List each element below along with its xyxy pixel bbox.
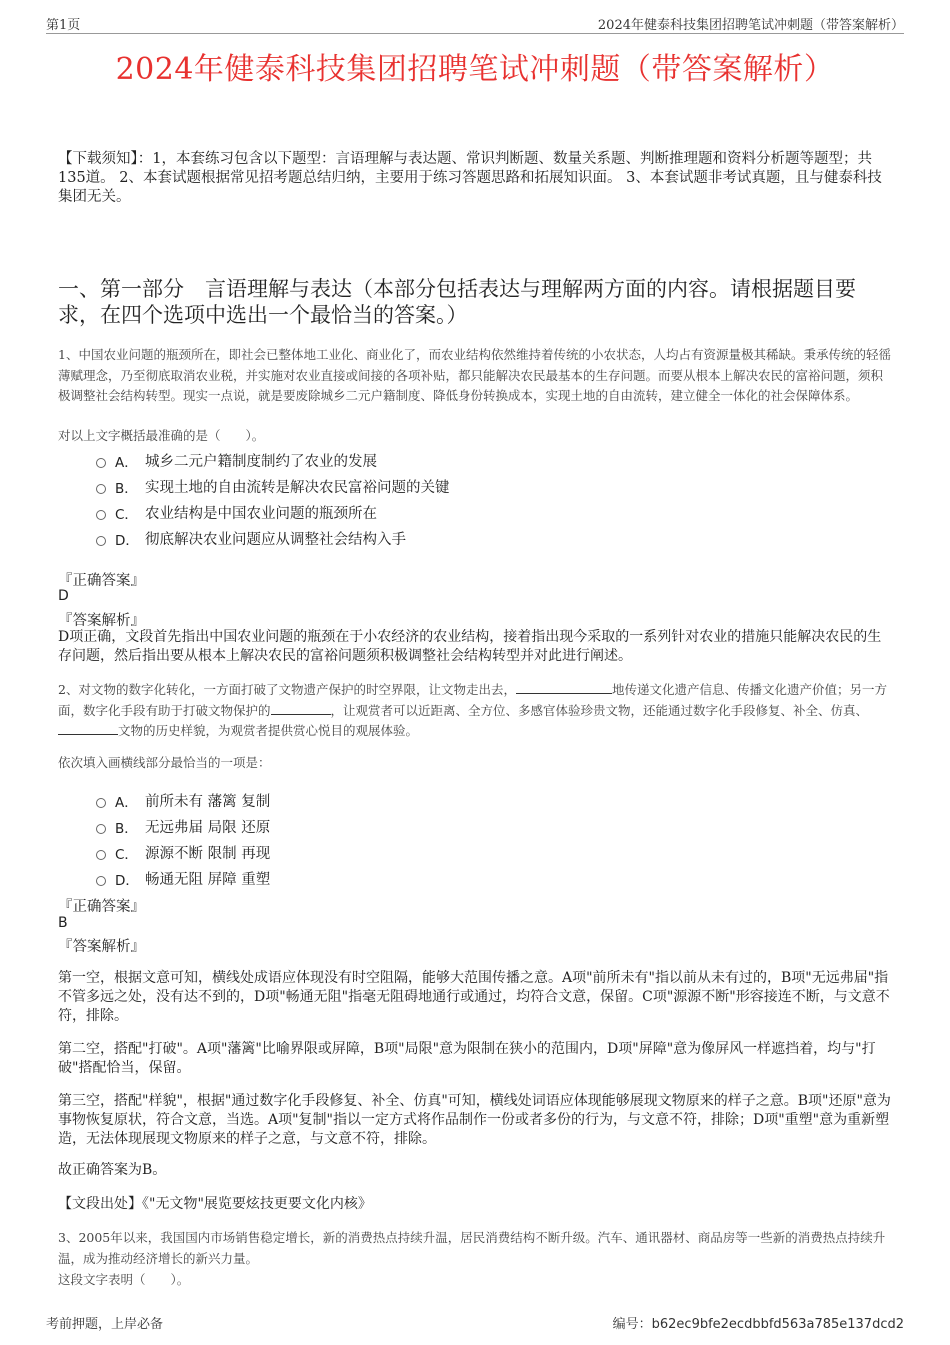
- question-2-option-d[interactable]: D． 畅通无阻 屏障 重塑: [96, 868, 270, 889]
- question-3-stem: 3、2005年以来，我国国内市场销售稳定增长，新的消费热点持续升温，居民消费结构不断升级。汽车、通讯器材、商品房等一些新的消费热点持续升温，成为推动经济增长的新兴力量。: [58, 1230, 886, 1266]
- blank-3: [58, 721, 118, 735]
- question-2-source: 【文段出处】《"无文物"展览要炫技更要文化内核》: [58, 1196, 372, 1212]
- radio-icon[interactable]: [96, 850, 106, 860]
- question-2-analysis-blank-1: 第一空，根据文意可知，横线处成语应体现没有时空阻隔，能够大范围传播之意。A项"前所未有"指以前从未有过的，B项"无远弗届"指不管多远之处，没有达不到的，D项"畅通无阻"指毫无阻碍地通行或通过，均符合文意，保留。C项"源源不断"形容接连不断，与文意不符，排除。: [58, 970, 890, 1024]
- page-title: 2024年健泰科技集团招聘笔试冲刺题（带答案解析）: [115, 52, 835, 87]
- question-2-analysis-blank-2: 第二空，搭配"打破"。A项"藩篱"比喻界限或屏障，B项"局限"意为限制在狭小的范围内，D项"屏障"意为像屏风一样遮挡着，均与"打破"搭配恰当，保留。: [58, 1041, 876, 1076]
- question-2-stem: 2、对文物的数字化转化，一方面打破了文物遗产保护的时空界限，让文物走出去， 地传递文化遗产信息、传播文化遗产价值；另一方面，数字化手段有助于打破文物保护的 ，让观赏者可以近距离、全方位、多感官体验珍贵文物，还能通过数字化手段修复、补全、仿真、文物的历史样貌，为观赏者提供赏心悦目的观展体验。: [58, 682, 887, 738]
- question-2-analysis-label: 『答案解析』: [58, 939, 145, 955]
- download-notice: 【下载须知】：1，本套练习包含以下题型：言语理解与表达题、常识判断题、数量关系题、判断推理题和资料分析题等题型；共135道。 2、本套试题根据常见招考题总结归纳，主要用于练习答题思路和拓展知识面。 3、本套试题非考试真题，且与健泰科技集团无关。: [58, 151, 882, 205]
- question-2-prompt: 依次填入画横线部分最恰当的一项是：: [58, 755, 271, 770]
- blank-2: [271, 701, 331, 715]
- radio-icon[interactable]: [96, 824, 106, 834]
- question-1-answer-label: 『正确答案』: [58, 573, 145, 589]
- section-heading: 一、第一部分 言语理解与表达（本部分包括表达与理解两方面的内容。请根据题目要求，在四个选项中选出一个最恰当的答案。）: [58, 277, 856, 327]
- question-2-answer: B: [58, 915, 68, 931]
- question-1-analysis-label: 『答案解析』: [58, 613, 145, 629]
- question-1-stem: 1、中国农业问题的瓶颈所在，即社会已整体地工业化、商业化了，而农业结构依然维持着传统的小农状态，人均占有资源量极其稀缺。秉承传统的轻徭薄赋理念，乃至彻底取消农业税，并实施对农业直接或间接的各项补贴，都只能解决农民最基本的生存问题。而要从根本上解决农民的富裕问题，须积极调整社会结构转型。现实一点说，就是要废除城乡二元户籍制度、降低身份转换成本，实现土地的自由流转，建立健全一体化的社会保障体系。: [58, 347, 891, 403]
- question-2-conclusion: 故正确答案为B。: [58, 1162, 167, 1178]
- question-1-option-a[interactable]: A． 城乡二元户籍制度制约了农业的发展: [96, 450, 377, 471]
- question-2-analysis-blank-3: 第三空，搭配"样貌"，根据"通过数字化手段修复、补全、仿真"可知，横线处词语应体现能够展现文物原来的样子之意。B项"还原"意为事物恢复原状，符合文意，当选。A项"复制"指以一定方式将作品制作一份或者多份的行为，与文意不符，排除；D项"重塑"意为重新塑造，无法体现展现文物原来的样子之意，与文意不符，排除。: [58, 1093, 891, 1147]
- radio-icon[interactable]: [96, 458, 106, 468]
- question-1-option-b[interactable]: B． 实现土地的自由流转是解决农民富裕问题的关键: [96, 476, 450, 497]
- radio-icon[interactable]: [96, 484, 106, 494]
- question-1-prompt: 对以上文字概括最准确的是（ ）。: [58, 428, 265, 443]
- radio-icon[interactable]: [96, 798, 106, 808]
- running-header-title: 2024年健泰科技集团招聘笔试冲刺题（带答案解析）: [597, 18, 904, 33]
- question-2-option-a[interactable]: A． 前所未有 藩篱 复制: [96, 790, 270, 811]
- question-2-answer-label: 『正确答案』: [58, 899, 145, 915]
- question-1-answer: D: [58, 588, 69, 604]
- radio-icon[interactable]: [96, 536, 106, 546]
- question-1-analysis: D项正确，文段首先指出中国农业问题的瓶颈在于小农经济的农业结构，接着指出现今采取的一系列针对农业的措施只能解决农民的生存问题，然后指出要从根本上解决农民的富裕问题须积极调整社会结构转型并对此进行阐述。: [58, 629, 882, 664]
- page-number: 第1页: [46, 18, 81, 33]
- question-3-prompt: 这段文字表明（ ）。: [58, 1272, 190, 1287]
- footer-code: 编号：b62ec9bfe2ecdbbfd563a785e137dcd2: [612, 1317, 904, 1332]
- blank-1: [516, 680, 612, 694]
- question-2-option-b[interactable]: B． 无远弗届 局限 还原: [96, 816, 270, 837]
- question-1-option-c[interactable]: C． 农业结构是中国农业问题的瓶颈所在: [96, 502, 377, 523]
- question-1-option-d[interactable]: D． 彻底解决农业问题应从调整社会结构入手: [96, 528, 406, 549]
- question-2-option-c[interactable]: C． 源源不断 限制 再现: [96, 842, 270, 863]
- radio-icon[interactable]: [96, 510, 106, 520]
- radio-icon[interactable]: [96, 876, 106, 886]
- header-divider: [46, 33, 904, 34]
- footer-slogan: 考前押题，上岸必备: [46, 1317, 164, 1332]
